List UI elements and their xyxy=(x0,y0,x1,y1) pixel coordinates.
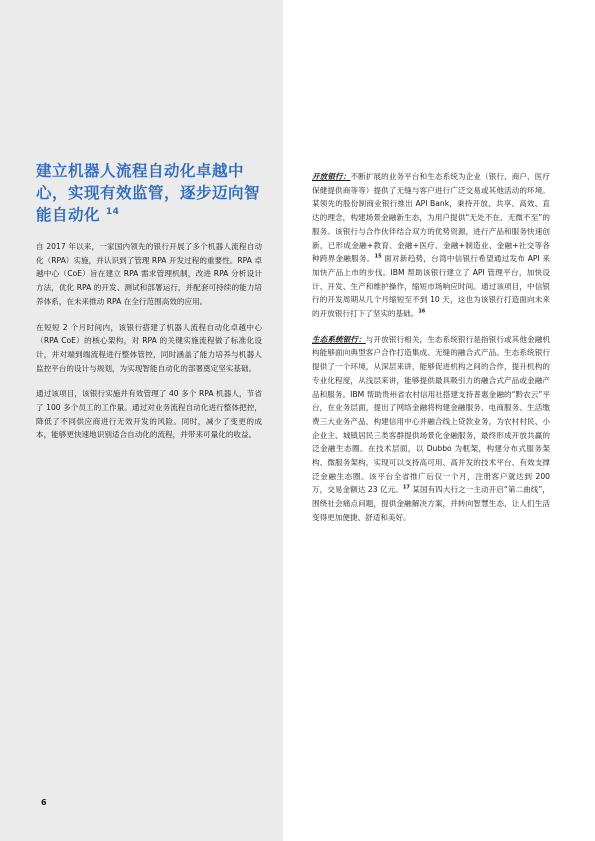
footnote-ref-15: 15 xyxy=(374,253,382,260)
footnote-ref-17: 17 xyxy=(402,484,410,491)
open-banking-text-b: 面对新趋势，台湾中信银行希望通过发布 API 来加快产品上市的步伐。IBM 帮助该银行建立了 API 管理平台，加快设计、开发、生产和维护操作，缩短市场响应时间。通过该项目，中信银行的开发周期从几个月缩短至不到 10 天，这也为该银行打造面向未来的开放银行打下了坚实的基础。 xyxy=(312,254,550,319)
section-heading xyxy=(36,160,268,226)
left-paragraph-3: 通过该项目，该银行实施并有效管理了 40 多个 RPA 机器人，节省了 100 多个员工的工作量。通过对业务流程自动化进行整体把控，降低了不同供应商进行无效开发的风险。同时，减少了变更的成本，能够更快速地识别适合自动化的流程，并带来可量化的收益。 xyxy=(36,389,262,440)
page-number: 6 xyxy=(41,798,47,807)
ecosystem-banking-paragraph xyxy=(312,333,550,525)
left-paragraph-1: 自 2017 年以来，一家国内领先的银行开展了多个机器人流程自动化（RPA）实施，并认识到了管理 RPA 开发过程的重要性。RPA 卓越中心（CoE）旨在建立 RPA 需求管理机制，改进 RPA 分析设计方法，优化 RPA 的开发、测试和部署运行，并配套可持续的能力培养体系，在未来推动 RPA 在全行范围高效的应用。 xyxy=(36,242,262,306)
open-banking-text-a: 不断扩展的业务平台和生态系统为企业（银行、商户、医疗保健提供商等等）提供了无缝与客户进行广泛交易或其他活动的环境。某领先的股份制商业银行推出 API Bank，秉持开放、共享、高效、直达的理念，构建场景金融新生态，为用户提供“无处不在、无微不至”的服务。该银行与合作伙伴结合双方的优势资源，进行产品和服务快速创新，已形成金融+教育、金融+医疗、金融+制造业、金融+社交等各种跨界金融服务。 xyxy=(312,172,551,264)
left-body-text xyxy=(36,240,262,454)
right-body-text xyxy=(312,170,550,537)
open-banking-lead: 开放银行： xyxy=(312,172,351,181)
ecosystem-banking-text-a: 与开放银行相关，生态系统银行是指银行或其他金融机构能够面向典型客户合作打造集成、无缝的融合式产品。生态系统银行提供了一个环境，从深层来讲，能够促进机构之间的合作，提升机构的专业化程度，从浅层来讲，能够提供最具吸引力的融合式产品或金融产品和服务。IBM 帮助贵州省农村信用社搭建支持普惠金融的“黔农云”平台，在业务层面，提出了网络金融将构建金融服务、电商服务、生活缴费三大业务产品，构建信用中心并融合线上贷款业务，为农村村民、小企业主、城镇居民三类客群提供场景化金融服务，最终形成开放共赢的泛金融生态圈。在技术层面，以 Dubbo 为框架，构建分布式服务架构、微服务架构，实现可以支持高可用、高并发的技术平台、有效支撑泛金融生态圈。该平台全省推广后仅一个月，注册客户就达到 200 万，交易金额达 23 亿元。 xyxy=(312,334,551,495)
ecosystem-banking-text-b: 某国有四大行之一主动开启“第二曲线”，围绕社会痛点问题，提供金融解决方案，并转向智慧生态，让人们生活变得更加便捷、舒适和美好。 xyxy=(312,485,550,522)
footnote-ref-16: 16 xyxy=(418,308,426,315)
open-banking-paragraph xyxy=(312,170,550,321)
left-paragraph-2: 在短短 2 个月时间内，该银行搭建了机器人流程自动化卓越中心（RPA CoE）的核心架构，对 RPA 的关键实施流程做了标准化设计，并对端到端流程进行整体管控，同时涵盖了能力培养与机器人监控平台的设计与规划，为实现智能自动化的部署奠定坚实基础。 xyxy=(36,322,262,373)
heading-text: 建立机器人流程自动化卓越中心，实现有效监管，逐步迈向智能自动化 xyxy=(36,162,261,224)
ecosystem-banking-lead: 生态系统银行： xyxy=(312,334,366,344)
heading-footnote-ref: 14 xyxy=(105,206,120,217)
